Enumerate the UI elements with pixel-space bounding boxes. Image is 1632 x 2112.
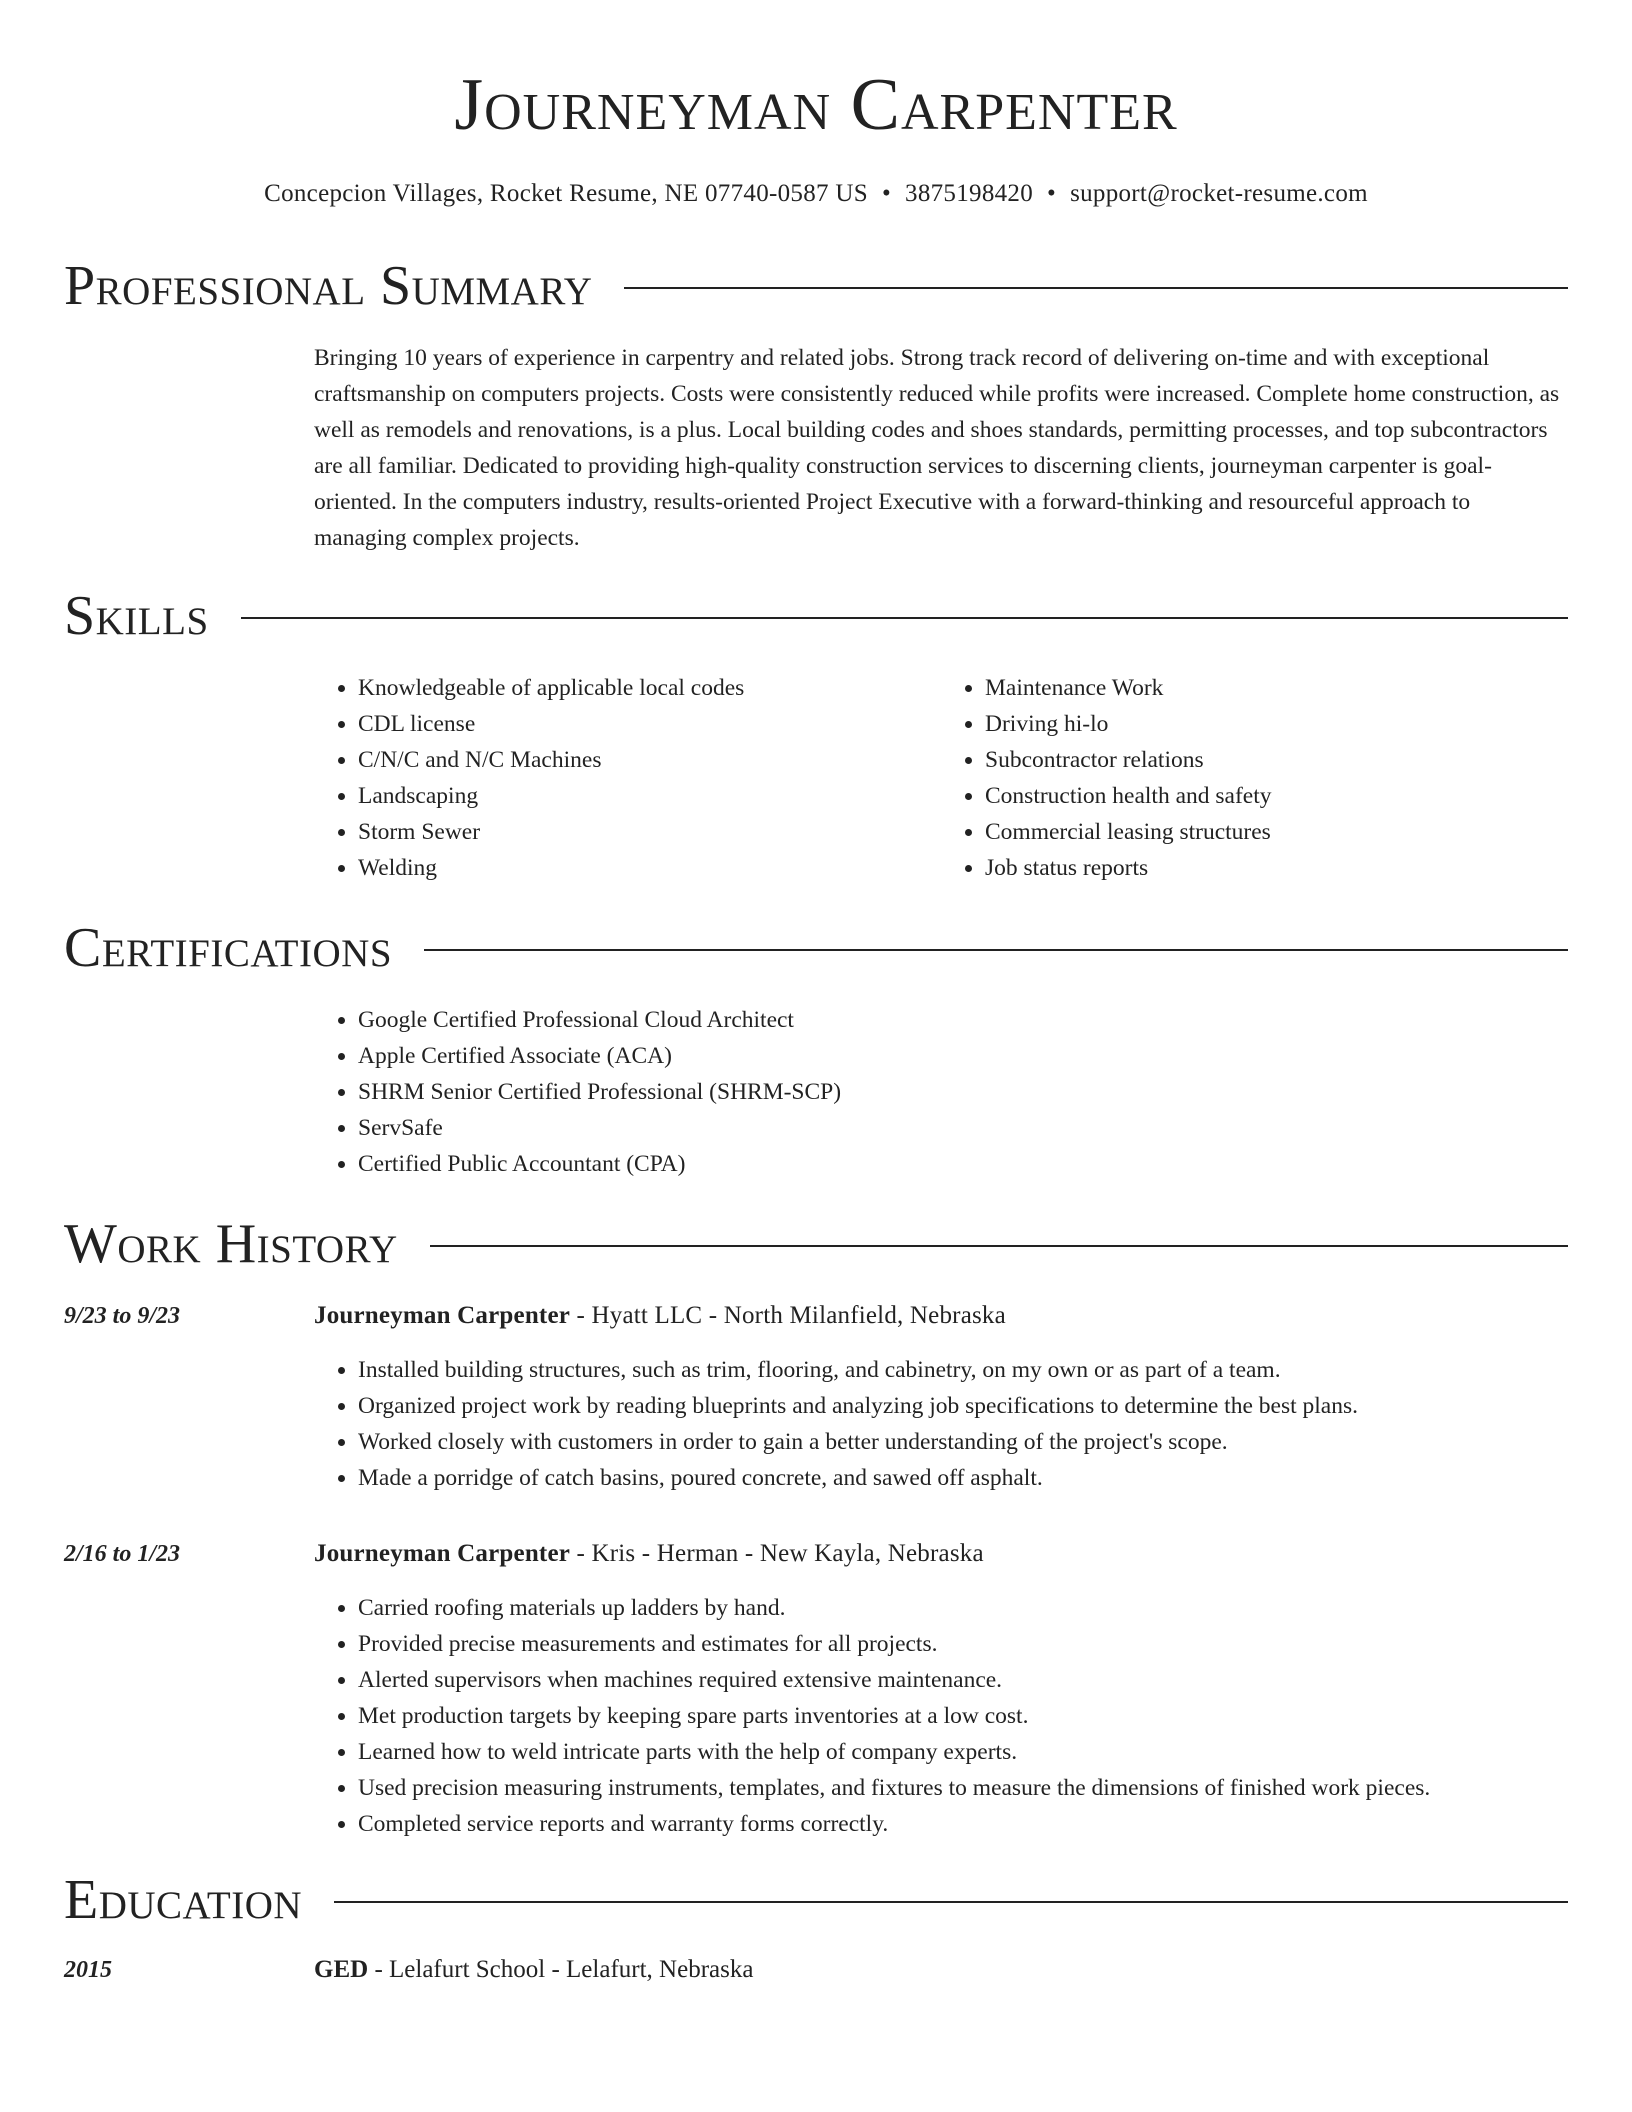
skill-item: • C/N/C and N/C Machines bbox=[358, 742, 941, 778]
job-entry bbox=[64, 1298, 1568, 1496]
education-degree: GED bbox=[314, 1956, 369, 1983]
certifications-heading: Certifications bbox=[64, 917, 393, 979]
certification-item: • SHRM Senior Certified Professional (SHRM-SCP) bbox=[358, 1074, 1568, 1110]
job-entry bbox=[64, 1536, 1568, 1842]
skills-section-header bbox=[64, 584, 1568, 648]
education-entry bbox=[64, 1952, 1568, 1988]
certifications-list bbox=[314, 1002, 1568, 1182]
contact-separator: • bbox=[1047, 180, 1057, 207]
summary-section-header bbox=[64, 254, 1568, 318]
section-divider bbox=[424, 949, 1568, 951]
job-bullet: • Used precision measuring instruments, templates, and fixtures to measure the dimensions of finished work pieces. bbox=[358, 1770, 1568, 1806]
education-section-header bbox=[64, 1868, 1568, 1932]
job-role: Journeyman Carpenter bbox=[314, 1302, 571, 1329]
job-bullet: • Worked closely with customers in order to gain a better understanding of the project's scope. bbox=[358, 1424, 1568, 1460]
skill-item: • Knowledgeable of applicable local codes bbox=[358, 670, 941, 706]
certification-item: • Google Certified Professional Cloud Architect bbox=[358, 1002, 1568, 1038]
education-school: - Lelafurt School - Lelafurt, Nebraska bbox=[368, 1956, 754, 1983]
job-title-line bbox=[314, 1298, 1568, 1334]
skill-item: • Subcontractor relations bbox=[985, 742, 1568, 778]
summary-text: Bringing 10 years of experience in carpentry and related jobs. Strong track record of delivering on-time and with exceptional craftsmanship on computers projects. Costs were consistently reduced while profits were increased. Complete home construction, as well as remodels and renovations, is a plus. Local building codes and shoes standards, permitting processes, and top subcontractors are all familiar. Dedicated to providing high-quality construction services to discerning clients, journeyman carpenter is goal-oriented. In the computers industry, results-oriented Project Executive with a forward-thinking and resourceful approach to managing complex projects. bbox=[314, 345, 1560, 551]
contact-line bbox=[64, 178, 1568, 210]
certification-item: • ServSafe bbox=[358, 1110, 1568, 1146]
skill-item: • Maintenance Work bbox=[985, 670, 1568, 706]
work-history-section-header bbox=[64, 1212, 1568, 1276]
job-dates: 9/23 to 9/23 bbox=[64, 1303, 181, 1329]
job-dates: 2/16 to 1/23 bbox=[64, 1541, 181, 1567]
certifications-section-header bbox=[64, 916, 1568, 980]
section-divider bbox=[624, 287, 1568, 289]
skills-right-column bbox=[941, 670, 1568, 886]
job-details bbox=[314, 1536, 1568, 1842]
job-title-line bbox=[314, 1536, 1568, 1572]
job-employer: - Hyatt LLC - North Milanfield, Nebraska bbox=[570, 1302, 1006, 1329]
skill-item: • Construction health and safety bbox=[985, 778, 1568, 814]
job-bullets bbox=[314, 1590, 1568, 1842]
job-details bbox=[314, 1298, 1568, 1496]
summary-heading: Professional Summary bbox=[64, 255, 593, 317]
certification-item: • Certified Public Accountant (CPA) bbox=[358, 1146, 1568, 1182]
contact-phone: 3875198420 bbox=[905, 180, 1034, 207]
job-bullet: • Made a porridge of catch basins, poured concrete, and sawed off asphalt. bbox=[358, 1460, 1568, 1496]
skills-list bbox=[314, 670, 1568, 886]
skill-item: • Storm Sewer bbox=[358, 814, 941, 850]
job-bullet: • Alerted supervisors when machines required extensive maintenance. bbox=[358, 1662, 1568, 1698]
skills-heading: Skills bbox=[64, 585, 209, 647]
candidate-name: Journeyman Carpenter bbox=[454, 64, 1178, 146]
job-bullet: • Met production targets by keeping spare parts inventories at a low cost. bbox=[358, 1698, 1568, 1734]
skill-item: • Driving hi-lo bbox=[985, 706, 1568, 742]
work-history-heading: Work History bbox=[64, 1213, 398, 1275]
skill-item: • Commercial leasing structures bbox=[985, 814, 1568, 850]
certification-item: • Apple Certified Associate (ACA) bbox=[358, 1038, 1568, 1074]
job-bullet: • Provided precise measurements and estimates for all projects. bbox=[358, 1626, 1568, 1662]
job-bullet: • Carried roofing materials up ladders by hand. bbox=[358, 1590, 1568, 1626]
job-role: Journeyman Carpenter bbox=[314, 1540, 571, 1567]
education-details bbox=[314, 1952, 753, 1988]
contact-address: Concepcion Villages, Rocket Resume, NE 07740-0587 US bbox=[264, 180, 868, 207]
job-bullets bbox=[314, 1352, 1568, 1496]
job-bullet: • Organized project work by reading blueprints and analyzing job specifications to determine the best plans. bbox=[358, 1388, 1568, 1424]
section-divider bbox=[334, 1901, 1568, 1903]
job-bullet: • Learned how to weld intricate parts with the help of company experts. bbox=[358, 1734, 1568, 1770]
contact-separator: • bbox=[881, 180, 892, 207]
skill-item: • Landscaping bbox=[358, 778, 941, 814]
job-bullet: • Installed building structures, such as trim, flooring, and cabinetry, on my own or as part of a team. bbox=[358, 1352, 1568, 1388]
skill-item: • CDL license bbox=[358, 706, 941, 742]
section-divider bbox=[430, 1245, 1568, 1247]
skill-item: • Welding bbox=[358, 850, 941, 886]
job-bullet: • Completed service reports and warranty forms correctly. bbox=[358, 1806, 1568, 1842]
section-divider bbox=[241, 617, 1568, 619]
skill-item: • Job status reports bbox=[985, 850, 1568, 886]
education-heading: Education bbox=[64, 1869, 303, 1931]
skills-left-column bbox=[314, 670, 941, 886]
education-year: 2015 bbox=[64, 1957, 112, 1983]
contact-email: support@rocket-resume.com bbox=[1070, 180, 1368, 207]
job-employer: - Kris - Herman - New Kayla, Nebraska bbox=[570, 1540, 984, 1567]
